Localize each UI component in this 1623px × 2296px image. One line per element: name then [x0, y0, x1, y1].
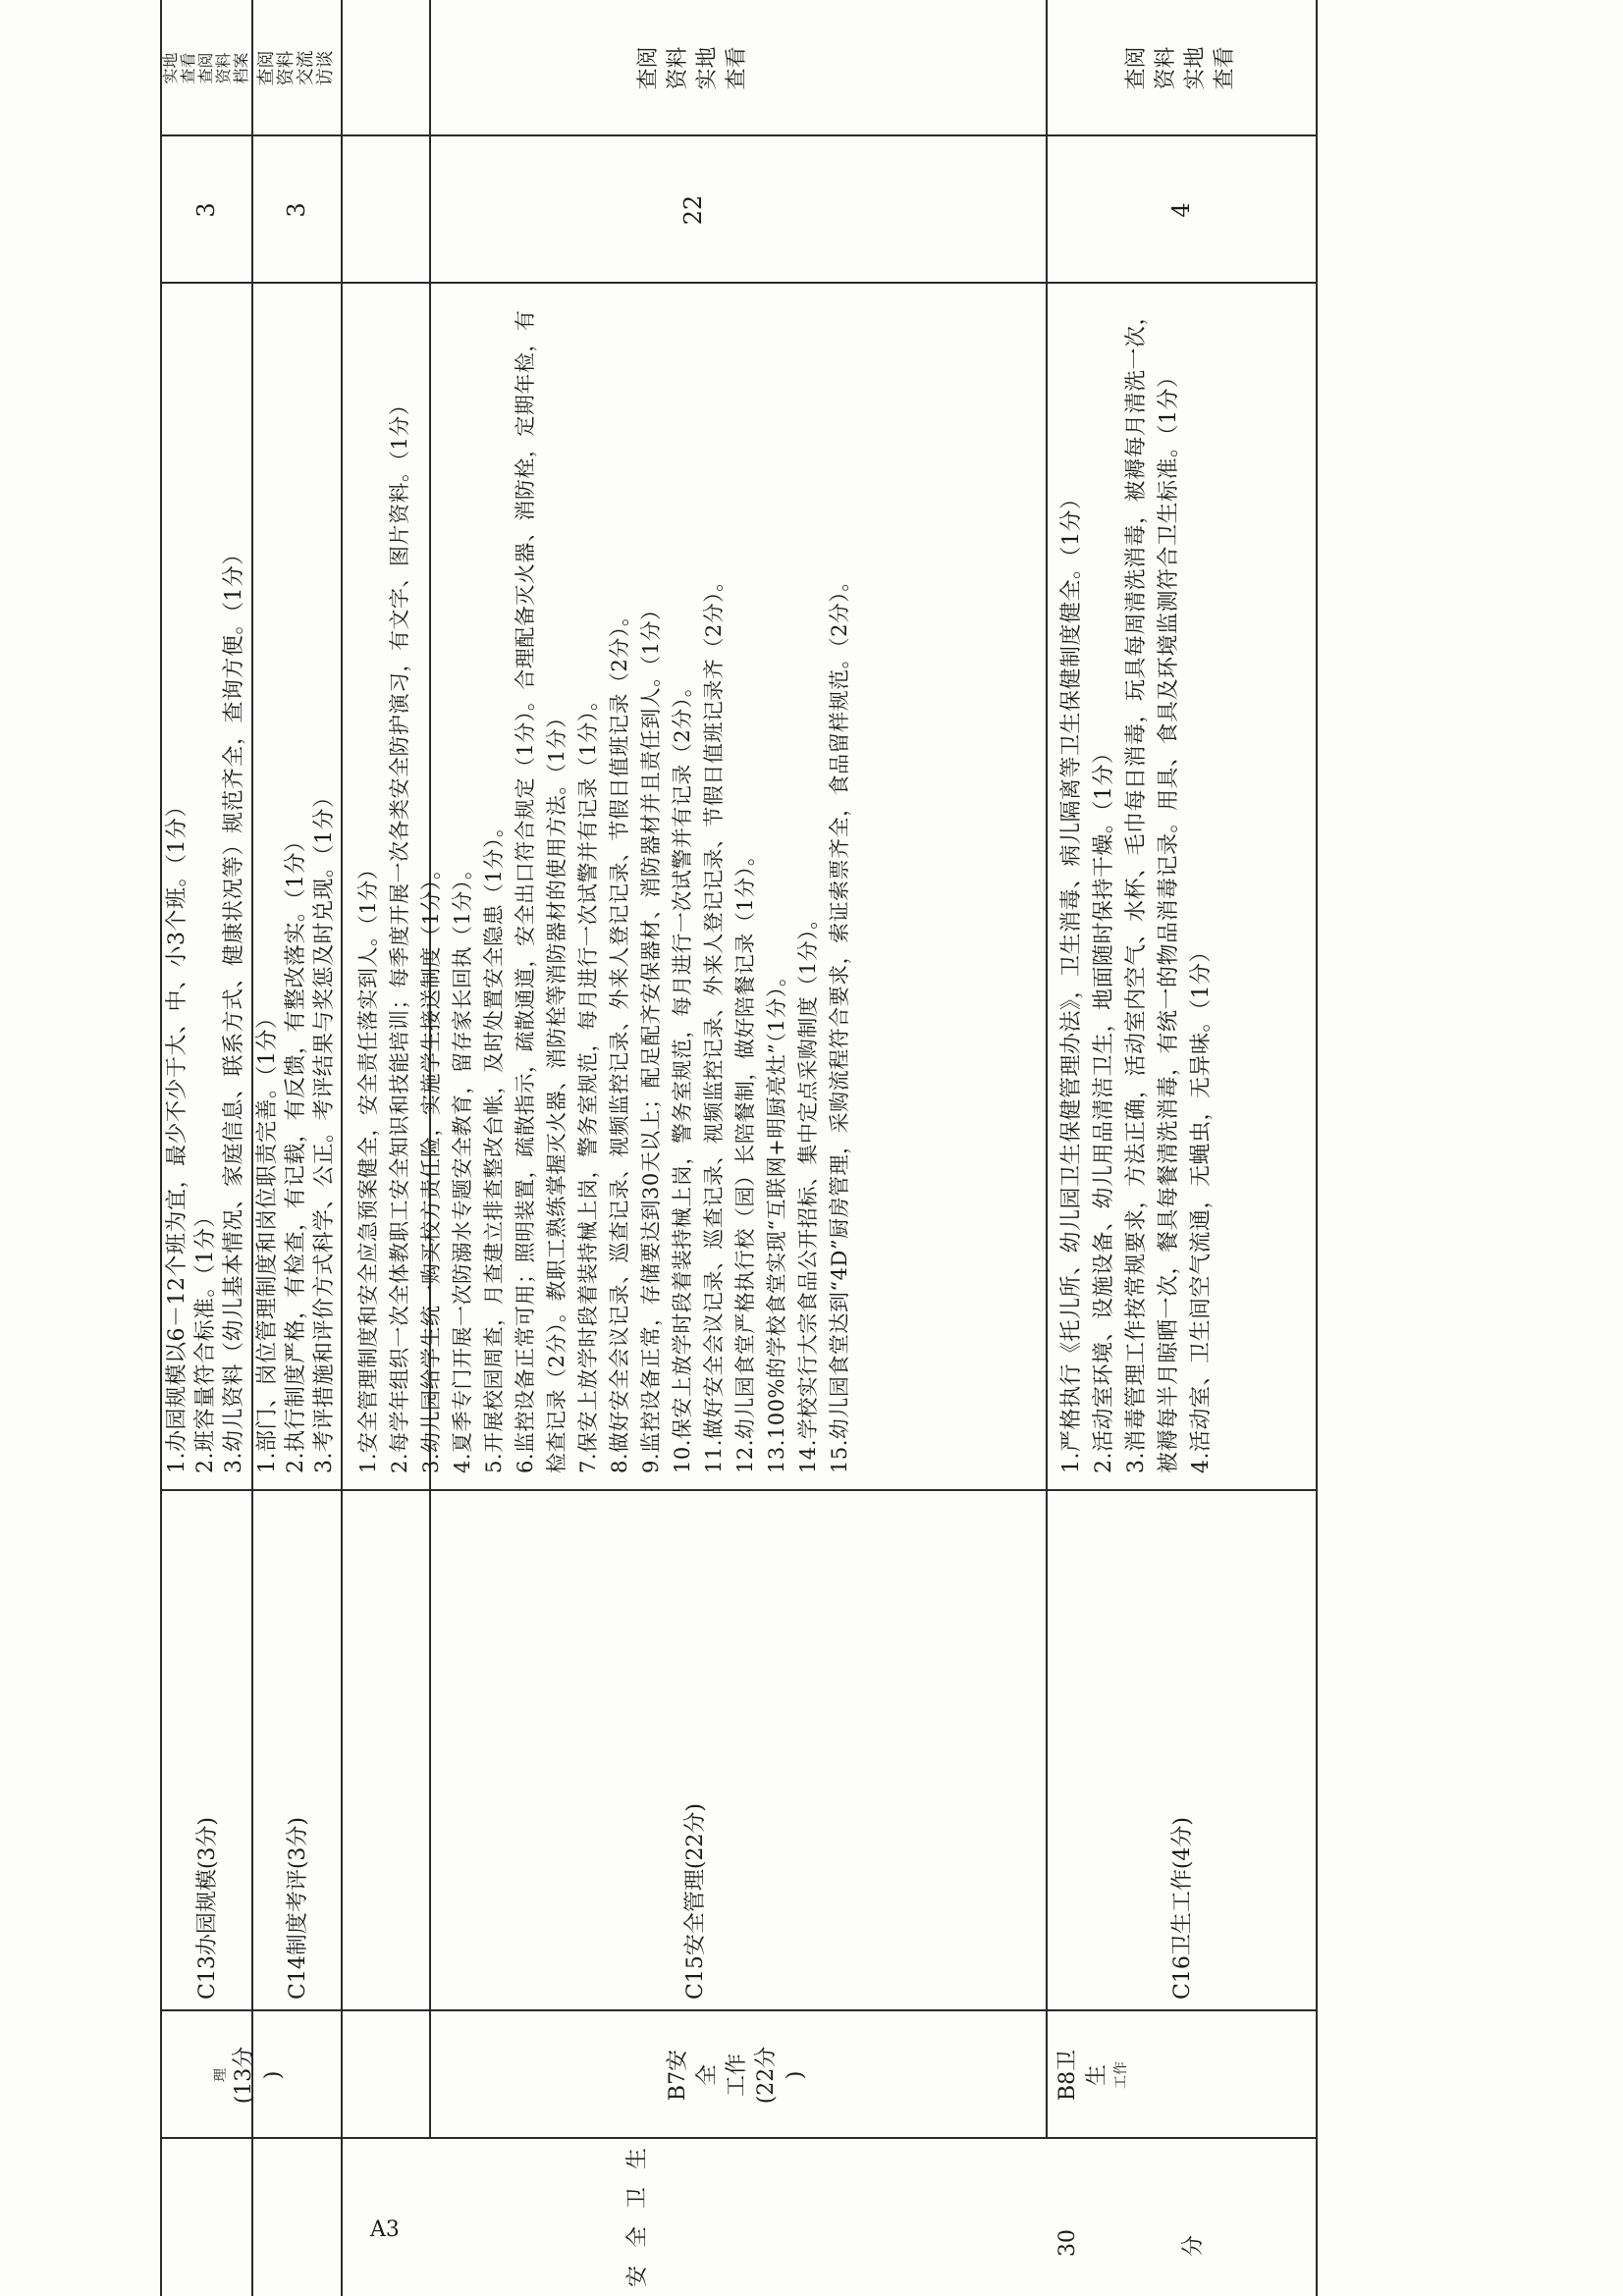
method-line: 实地 — [695, 46, 720, 90]
b-line: 工作 — [725, 2054, 749, 2098]
c14-score: 3 — [282, 202, 310, 218]
criterion-item: 2.执行制度严格，有检查，有记载，有反馈，有整改落实。（1分） — [284, 829, 308, 1473]
method-line: 查看 — [178, 52, 197, 84]
criterion-item: 11.做好安全会议记录、巡查记录、视频监控记录、外来人登记记录、节假日值班记录齐（2分）。 — [702, 570, 726, 1473]
a-column-cell — [341, 2139, 1316, 2296]
criterion-item: 3.考评措施和评价方式科学、公正。考评结果与奖惩及时兑现。（1分） — [312, 785, 337, 1473]
criterion-item: 7.保安上放学时段着装持械上岗，警务室规范，每月进行一次试警并有记录（1分）。 — [576, 689, 600, 1473]
c13-score: 3 — [191, 202, 220, 218]
criterion-item: 6.监控设备正常可用；照明装置，疏散指示，疏散通道，安全出口符合规定（1分）。合理配备灭火器、消防栓，定期年检，有检查记录（2分）。教职工熟练掌握灭火器、消防栓等消防器材的使用方法。（1分） — [514, 309, 568, 1473]
b-line: B7安 — [666, 2049, 690, 2102]
c13-criteria — [160, 284, 251, 1491]
c13-name: C13办园规模(3分) — [195, 1817, 220, 2000]
c14-criteria — [251, 284, 341, 1491]
c16-criteria — [1046, 284, 1316, 1491]
criterion-item: 4.夏季专门开展一次防溺水专题安全教育，留存家长回执（1分）。 — [451, 858, 474, 1473]
method-line: 查看 — [1212, 46, 1237, 90]
method-line: 资料 — [1153, 46, 1178, 90]
criterion-item: 10.保安上放学时段着装持械上岗，警务室规范，每月进行一次试警并有记录（2分）。 — [671, 675, 694, 1473]
criterion-item: 3.消毒管理工作按常规要求，方法正确，活动室内空气、水杯、毛巾每日消毒，玩具每周清洗消毒，被褥每月清洗一次，被褥每半月晾晒一次，餐具每餐清洗消毒，有统一的物品消毒记录。用具、食具及环境监测符合卫生标准。（1分） — [1124, 303, 1181, 1473]
criterion-item: 1.部门、岗位管理制度和岗位职责完善。（1分） — [255, 1006, 280, 1473]
a-char: 安 — [625, 2266, 650, 2288]
a-score-unit: 分 — [1181, 2234, 1206, 2257]
method-line: 查阅 — [255, 50, 277, 86]
c15-name: C15安全管理(22分) — [682, 1803, 708, 2000]
method-line: 资料 — [213, 52, 233, 84]
b-line: 理 — [213, 2068, 229, 2082]
b-line: B8卫 — [1055, 2049, 1080, 2102]
a-char: 生 — [625, 2148, 650, 2170]
criterion-item: 3.幼儿园给学生统一购买校方责任险，实施学生接送制度（1分）。 — [419, 858, 443, 1473]
criterion-item: 1.严格执行《托儿所、幼儿园卫生保健管理办法》，卫生消毒、病儿隔离等卫生保健制度健全。（1分） — [1059, 487, 1084, 1473]
method-line: 访谈 — [314, 50, 336, 86]
criterion-item: 15.幼儿园食堂达到“4D”厨房管理，采购流程符合要求，索证索票齐全，食品留样规范。（2分）。 — [828, 570, 851, 1473]
criterion-item: 9.监控设备正常，存储要达到30天以上；配足配齐安保器材、消防器材并且责任到人。（1分） — [639, 599, 663, 1473]
criterion-item: 12.幼儿园食堂严格执行校（园）长陪餐制，做好陪餐记录（1分）。 — [733, 844, 757, 1473]
method-line: 资料 — [666, 46, 690, 90]
criterion-item: 2.班容量符合标准。（1分） — [193, 1205, 218, 1473]
b-line: 生 — [1085, 2064, 1109, 2087]
b-line: ) — [784, 2070, 808, 2080]
b7-cell — [429, 2011, 1046, 2139]
c16-score: 4 — [1166, 202, 1195, 218]
criterion-item: 5.开展校园周查，月查建立排查整改台帐，及时处置安全隐患（1分）。 — [482, 816, 506, 1473]
b-line: 全 — [695, 2064, 720, 2087]
method-line: 查阅 — [1123, 46, 1149, 90]
c15-method — [341, 0, 1046, 136]
c16-method — [1046, 0, 1316, 136]
a-char: 卫 — [625, 2187, 650, 2210]
method-line: 查阅 — [636, 46, 661, 90]
table-border-bottom — [1316, 0, 1318, 2296]
a-code: A3 — [370, 2217, 400, 2242]
method-line: 查看 — [725, 46, 749, 90]
b8-cell — [1046, 2011, 1316, 2139]
c15-criteria — [341, 284, 1046, 1491]
criterion-item: 2.活动室环境、设施设备、幼儿用品清洁卫生，地面随时保持干燥。（1分） — [1092, 741, 1116, 1473]
criterion-item: 1.办园规模以6－12个班为宜，最少不少于大、中、小3个班。（1分） — [165, 795, 189, 1473]
c14-method — [251, 0, 341, 136]
a-title — [621, 2139, 651, 2296]
method-line: 查阅 — [195, 52, 215, 84]
b-line: (13分 — [232, 2046, 256, 2105]
criterion-item: 3.幼儿资料（幼儿基本情况、家庭信息、联系方式、健康状况等）规范齐全，查询方便。（1分） — [222, 543, 246, 1473]
criterion-item: 2.每学年组织一次全体教职工安全知识和技能培训；每季度开展一次各类安全防护演习，有文字、图片资料。（1分） — [388, 394, 411, 1473]
b-fragment — [160, 2011, 341, 2139]
c14-name: C14制度考评(3分) — [286, 1817, 310, 2000]
a-char: 全 — [625, 2226, 650, 2249]
b-line: ) — [261, 2070, 286, 2080]
c16-name: C16卫生工作(4分) — [1170, 1817, 1195, 2000]
method-line: 资料 — [275, 50, 297, 86]
method-line: 实地 — [1182, 46, 1208, 90]
b-line: 工作 — [1113, 2061, 1129, 2089]
b-line: (22分 — [754, 2046, 779, 2105]
criterion-item: 8.做好安全会议记录、巡查记录、视频监控记录、外来人登记记录、节假日值班记录（2分）。 — [608, 605, 631, 1473]
criterion-item: 14.学校实行大宗食品公开招标、集中定点采购制度（1分）。 — [796, 908, 820, 1473]
method-line: 实地 — [160, 52, 180, 84]
c15-score: 22 — [679, 194, 707, 226]
method-line: 交流 — [295, 50, 316, 86]
a-score-num: 30 — [1055, 2229, 1080, 2257]
method-line: 档案 — [231, 52, 250, 84]
criterion-item: 4.活动室、卫生间空气流通，无蝇虫，无异味。（1分） — [1189, 940, 1214, 1473]
criterion-item: 13.100%的学校食堂实现“互联网+明厨亮灶”（1分）。 — [765, 965, 788, 1473]
criterion-item: 1.安全管理制度和安全应急预案健全，安全责任落实到人。（1分） — [356, 858, 380, 1473]
c13-method — [160, 0, 251, 136]
